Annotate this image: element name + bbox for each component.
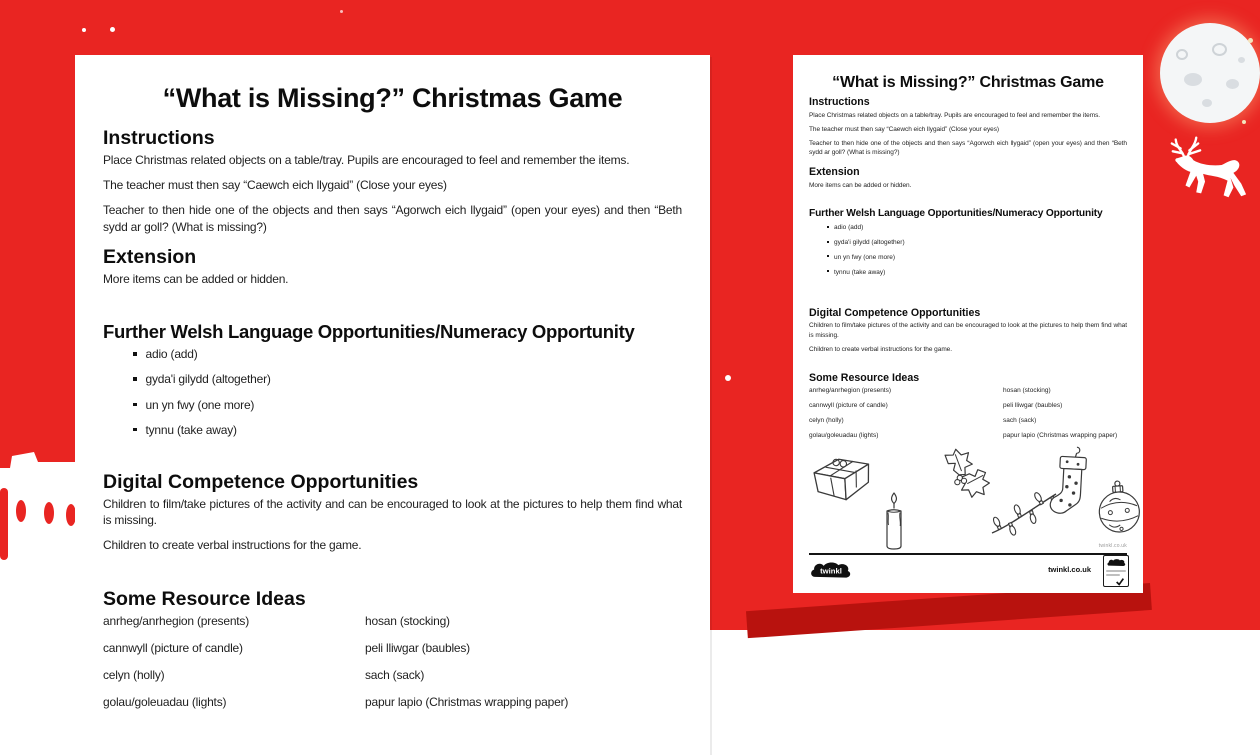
resource-item: cannwyll (picture of candle) xyxy=(103,640,243,655)
welsh-bullet-list xyxy=(133,346,682,437)
page-title: “What is Missing?” Christmas Game xyxy=(832,74,1104,91)
paragraph: More items can be added or hidden. xyxy=(103,272,289,287)
resource-item: hosan (stocking) xyxy=(1003,387,1051,395)
bullet-item: gyda'i gilydd (altogether) xyxy=(133,371,682,387)
bullet-item: adio (add) xyxy=(827,223,1127,232)
resource-item: celyn (holly) xyxy=(103,667,165,682)
reindeer-icon xyxy=(1163,130,1251,202)
paragraph: Teacher to then hide one of the objects and then says “Agorwch eich llygaid” (open your eyes) and then “Beth sydd ar goll? (What is missing?) xyxy=(103,203,682,234)
resource-item: peli lliwgar (baubles) xyxy=(365,640,470,655)
resource-item: peli lliwgar (baubles) xyxy=(1003,402,1063,410)
bullet-item: gyda'i gilydd (altogether) xyxy=(827,238,1127,247)
moon-crater xyxy=(1238,57,1245,63)
section-heading-extension: Extension xyxy=(809,166,860,179)
watermark-text: twinkl.co.uk xyxy=(1098,543,1127,549)
sparkle-dot xyxy=(725,375,731,381)
section-heading-resources: Some Resource Ideas xyxy=(103,588,306,611)
resource-columns xyxy=(103,613,682,721)
moon-crater xyxy=(1202,99,1212,107)
resource-column xyxy=(1003,386,1117,446)
resource-item: sach (sack) xyxy=(1003,417,1037,425)
holly-icon xyxy=(926,446,995,506)
bullet-item: un yn fwy (one more) xyxy=(827,253,1127,262)
candle-icon xyxy=(881,491,907,551)
resource-column xyxy=(809,386,1003,446)
section-heading-welsh: Further Welsh Language Opportunities/Numeracy Opportunity xyxy=(809,208,1103,220)
paragraph: Children to create verbal instructions for the game. xyxy=(809,345,952,353)
section-heading-instructions: Instructions xyxy=(103,126,215,149)
sparkle-dot xyxy=(1242,120,1246,124)
paragraph: Teacher to then hide one of the objects and then says “Agorwch eich llygaid” (open your eyes) and then “Beth sydd ar goll? (What is missing?) xyxy=(809,140,1127,157)
resource-item: sach (sack) xyxy=(365,667,425,682)
moon-crater xyxy=(1226,79,1239,89)
resource-item: anrheg/anrhegion (presents) xyxy=(809,387,892,395)
house-window xyxy=(16,500,26,522)
section-heading-digital: Digital Competence Opportunities xyxy=(809,306,981,319)
resource-columns xyxy=(809,386,1127,446)
moon-icon xyxy=(1160,23,1260,123)
resource-item: celyn (holly) xyxy=(809,417,844,425)
svg-text:twinkl: twinkl xyxy=(820,566,842,576)
sparkle-dot xyxy=(82,28,86,32)
twinkl-logo xyxy=(809,559,853,583)
house-detail xyxy=(0,488,8,560)
welsh-bullet-list xyxy=(827,223,1127,276)
badge-text-bar xyxy=(1106,574,1120,576)
section-heading-extension: Extension xyxy=(103,245,197,268)
paragraph: The teacher must then say “Caewch eich llygaid” (Close your eyes) xyxy=(809,125,1000,133)
section-heading-welsh: Further Welsh Language Opportunities/Numeracy Opportunity xyxy=(103,321,635,343)
check-icon xyxy=(1115,577,1125,587)
bullet-item: tynnu (take away) xyxy=(133,422,682,438)
resource-item: papur lapio (Christmas wrapping paper) xyxy=(1003,432,1118,440)
moon-crater xyxy=(1184,73,1202,86)
section-heading-instructions: Instructions xyxy=(809,96,870,109)
bullet-item: tynnu (take away) xyxy=(827,268,1127,277)
paragraph: Children to film/take pictures of the activity and can be encouraged to look at the pictures to help them find what is missing. xyxy=(103,497,682,528)
resource-item: papur lapio (Christmas wrapping paper) xyxy=(365,694,569,709)
section-heading-resources: Some Resource Ideas xyxy=(809,371,920,384)
document-page-left xyxy=(75,55,710,755)
footer-divider xyxy=(809,553,1127,555)
bullet-item: adio (add) xyxy=(133,346,682,362)
moon-crater xyxy=(1176,49,1188,60)
paragraph: More items can be added or hidden. xyxy=(809,181,912,189)
paragraph: Place Christmas related objects on a table/tray. Pupils are encouraged to feel and remember the items. xyxy=(103,153,630,168)
paragraph: Place Christmas related objects on a table/tray. Pupils are encouraged to feel and remember the items. xyxy=(809,111,1101,119)
badge-text-bar xyxy=(1106,570,1126,572)
paragraph: Children to film/take pictures of the activity and can be encouraged to look at the pictures to help them find what is missing. xyxy=(809,322,1127,339)
stocking-icon xyxy=(1047,444,1097,524)
resource-item: hosan (stocking) xyxy=(365,613,450,628)
page-title: “What is Missing?” Christmas Game xyxy=(162,83,623,113)
resource-item: golau/goleuadau (lights) xyxy=(809,432,879,440)
sparkle-dot xyxy=(110,27,115,32)
resource-item: anrheg/anrhegion (presents) xyxy=(103,613,250,628)
snowy-house-icon xyxy=(0,452,76,630)
paragraph: The teacher must then say “Caewch eich llygaid” (Close your eyes) xyxy=(103,178,447,193)
bauble-icon xyxy=(1094,477,1144,536)
illustration-row xyxy=(793,445,1143,553)
site-url-text: twinkl.co.uk xyxy=(1048,565,1091,574)
moon-crater xyxy=(1212,43,1227,56)
sparkle-dot xyxy=(340,10,343,13)
bullet-item: un yn fwy (one more) xyxy=(133,397,682,413)
resource-column xyxy=(103,613,365,721)
twinkl-quality-badge xyxy=(1103,555,1129,587)
resource-item: cannwyll (picture of candle) xyxy=(809,402,888,410)
paragraph: Children to create verbal instructions for the game. xyxy=(103,538,362,553)
section-heading-digital: Digital Competence Opportunities xyxy=(103,470,419,493)
document-page-right xyxy=(793,55,1143,593)
resource-column xyxy=(365,613,568,721)
resource-item: golau/goleuadau (lights) xyxy=(103,694,227,709)
sparkle-dot xyxy=(1248,38,1253,43)
house-window xyxy=(44,502,54,524)
present-icon xyxy=(804,449,879,510)
